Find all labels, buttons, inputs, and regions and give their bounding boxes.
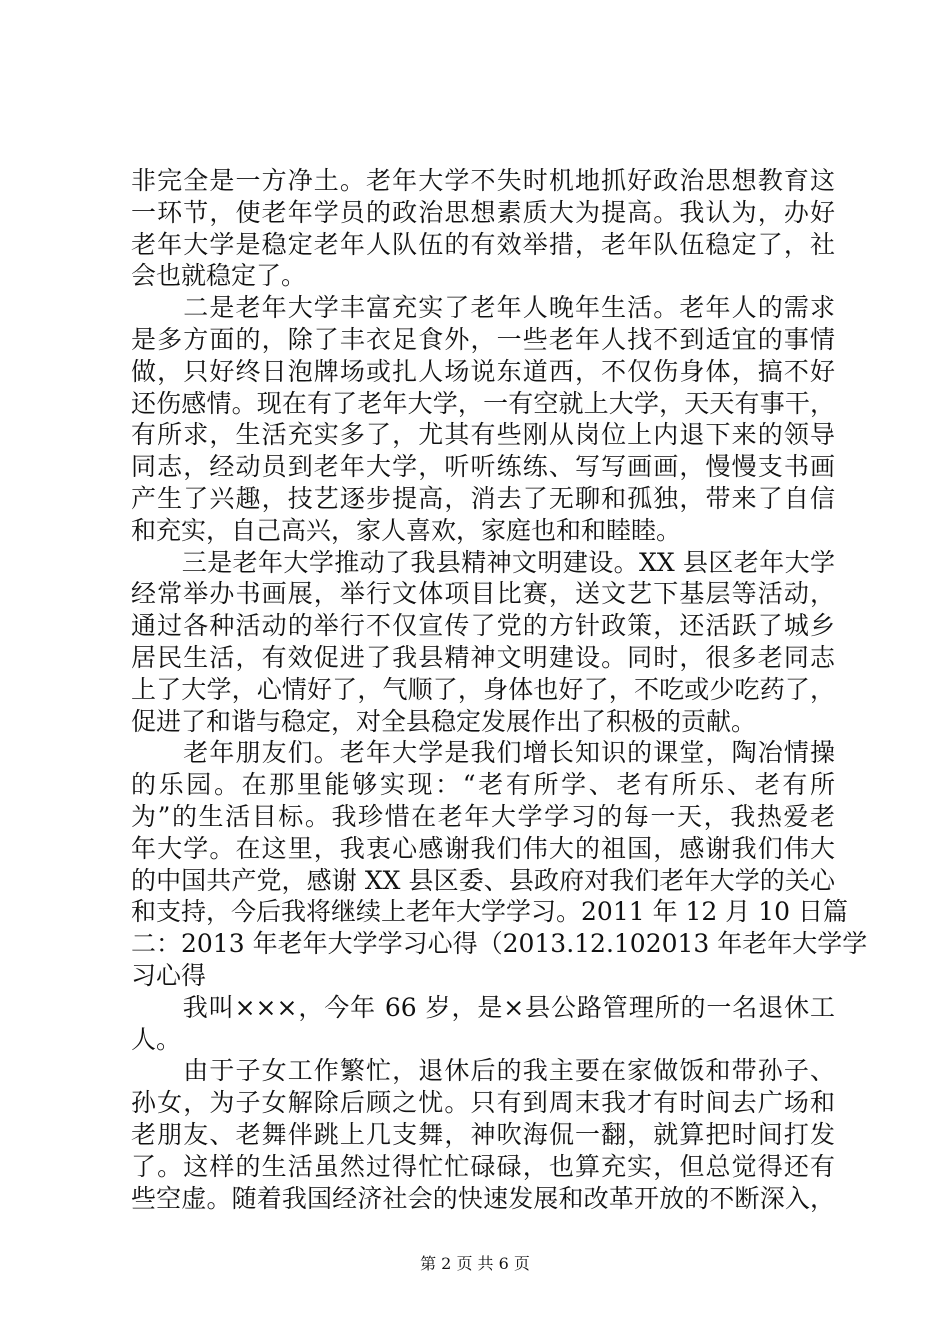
text-line: 和充实，自己高兴，家人喜欢，家庭也和和睦睦。 — [131, 515, 682, 545]
text-line: 了。这样的生活虽然过得忙忙碌碌，也算充实，但总觉得还有 — [131, 1151, 835, 1181]
text-line: 老年朋友们。老年大学是我们增长知识的课堂，陶冶情操 — [131, 738, 835, 768]
body-text — [131, 165, 868, 1214]
text-line: 居民生活，有效促进了我县精神文明建设。同时，很多老同志 — [131, 642, 835, 672]
text-line: 二：2013 年老年大学学习心得（2013.12.102013 年老年大学学 — [131, 929, 868, 959]
page-footer — [0, 1253, 950, 1275]
text-line: 年大学。在这里，我衷心感谢我们伟大的祖国，感谢我们伟大 — [131, 833, 835, 863]
text-line: 的乐园。在那里能够实现：“老有所学、老有所乐、老有所 — [131, 770, 835, 800]
text-line: 老朋友、老舞伴跳上几支舞，神吹海侃一翻，就算把时间打发 — [131, 1119, 835, 1149]
text-line: 老年大学是稳定老年人队伍的有效举措，老年队伍稳定了，社 — [131, 229, 835, 259]
text-line: 是多方面的，除了丰衣足食外，一些老年人找不到适宜的事情 — [131, 324, 835, 354]
text-line: 孙女，为子女解除后顾之忧。只有到周末我才有时间去广场和 — [131, 1088, 835, 1118]
text-line: 做，只好终日泡牌场或扎人场说东道西，不仅伤身体，搞不好 — [131, 356, 835, 386]
text-line: 还伤感情。现在有了老年大学，一有空就上大学，天天有事干， — [131, 388, 835, 418]
text-line: 人。 — [131, 1024, 182, 1054]
text-line: 的中国共产党，感谢 XX 县区委、县政府对我们老年大学的关心 — [131, 865, 835, 895]
text-line: 产生了兴趣，技艺逐步提高，消去了无聊和孤独，带来了自信 — [131, 483, 835, 513]
text-line: 促进了和谐与稳定，对全县稳定发展作出了积极的贡献。 — [131, 706, 757, 736]
text-line: 非完全是一方净土。老年大学不失时机地抓好政治思想教育这 — [131, 166, 835, 195]
text-line: 我叫×××，今年 66 岁，是×县公路管理所的一名退休工 — [131, 992, 835, 1022]
text-line: 三是老年大学推动了我县精神文明建设。XX 县区老年大学 — [131, 547, 835, 577]
text-line: 一环节，使老年学员的政治思想素质大为提高。我认为，办好 — [131, 197, 835, 227]
text-line: 二是老年大学丰富充实了老年人晚年生活。老年人的需求 — [131, 293, 835, 323]
text-line: 和支持，今后我将继续上老年大学学习。2011 年 12 月 10 日篇 — [131, 897, 848, 927]
text-line: 会也就稳定了。 — [131, 261, 307, 291]
text-line: 为”的生活目标。我珍惜在老年大学学习的每一天，我热爱老 — [131, 801, 835, 831]
text-line: 通过各种活动的举行不仅宣传了党的方针政策，还活跃了城乡 — [131, 611, 835, 641]
text-line: 些空虚。随着我国经济社会的快速发展和改革开放的不断深入， — [131, 1183, 835, 1213]
text-line: 有所求，生活充实多了，尤其有些刚从岗位上内退下来的领导 — [131, 420, 835, 450]
text-line: 习心得 — [131, 960, 207, 990]
page-indicator: 第 2 页 共 6 页 — [420, 1254, 530, 1273]
text-line: 同志，经动员到老年大学，听听练练、写写画画，慢慢支书画 — [131, 452, 835, 482]
text-line: 由于子女工作繁忙，退休后的我主要在家做饭和带孙子、 — [131, 1056, 835, 1086]
text-line: 上了大学，心情好了，气顺了，身体也好了，不吃或少吃药了， — [131, 674, 835, 704]
text-line: 经常举办书画展，举行文体项目比赛，送文艺下基层等活动， — [131, 579, 835, 609]
